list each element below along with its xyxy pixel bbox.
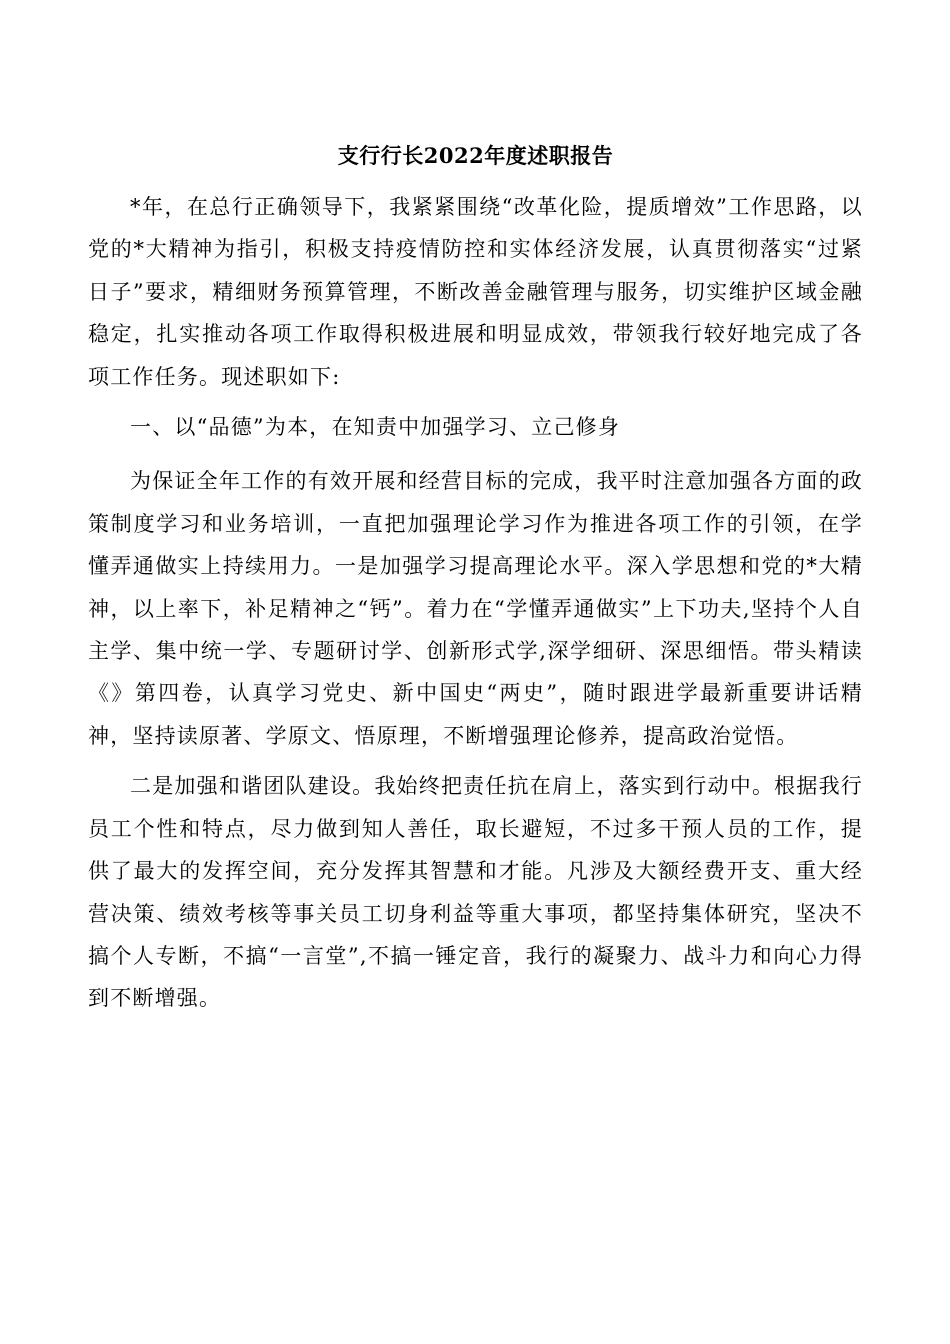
body-paragraph-2: 二是加强和谐团队建设。我始终把责任抗在肩上，落实到行动中。根据我行员工个性和特点，尽力做到知人善任，取长避短，不过多干预人员的工作，提供了最大的发挥空间，充分发挥其智慧和才能。凡涉及大额经费开支、重大经营决策、绩效考核等事关员工切身利益等重大事项，都坚持集体研究，坚决不搞个人专断，不搞“一言堂”,不搞一锤定音，我行的凝聚力、战斗力和向心力得到不断增强。: [88, 774, 863, 1011]
document-page: [88, 138, 863, 1028]
intro-paragraph: *年，在总行正确领导下，我紧紧围绕“改革化险，提质增效”工作思路，以党的*大精神为指引，积极支持疫情防控和实体经济发展，认真贯彻落实“过紧日子”要求，精细财务预算管理，不断改善金融管理与服务，切实维护区域金融稳定，扎实推动各项工作取得积极进展和明显成效，带领我行较好地完成了各项工作任务。现述职如下:: [88, 195, 863, 389]
section-heading-1: 一、以“品德”为本，在知责中加强学习、立己修身: [130, 415, 621, 440]
body-paragraph-1: 为保证全年工作的有效开展和经营目标的完成，我平时注意加强各方面的政策制度学习和业务培训，一直把加强理论学习作为推进各项工作的引领，在学懂弄通做实上持续用力。一是加强学习提高理论水平。深入学思想和党的*大精神，以上率下，补足精神之“钙”。着力在“学懂弄通做实”上下功夫,坚持个人自主学、集中统一学、专题研讨学、创新形式学,深学细研、深思细悟。带头精读《》第四卷，认真学习党史、新中国史“两史”，随时跟进学最新重要讲话精神，坚持读原著、学原文、悟原理，不断增强理论修养，提高政治觉悟。: [88, 469, 863, 748]
document-title: 支行行长2022年度述职报告: [337, 143, 614, 168]
